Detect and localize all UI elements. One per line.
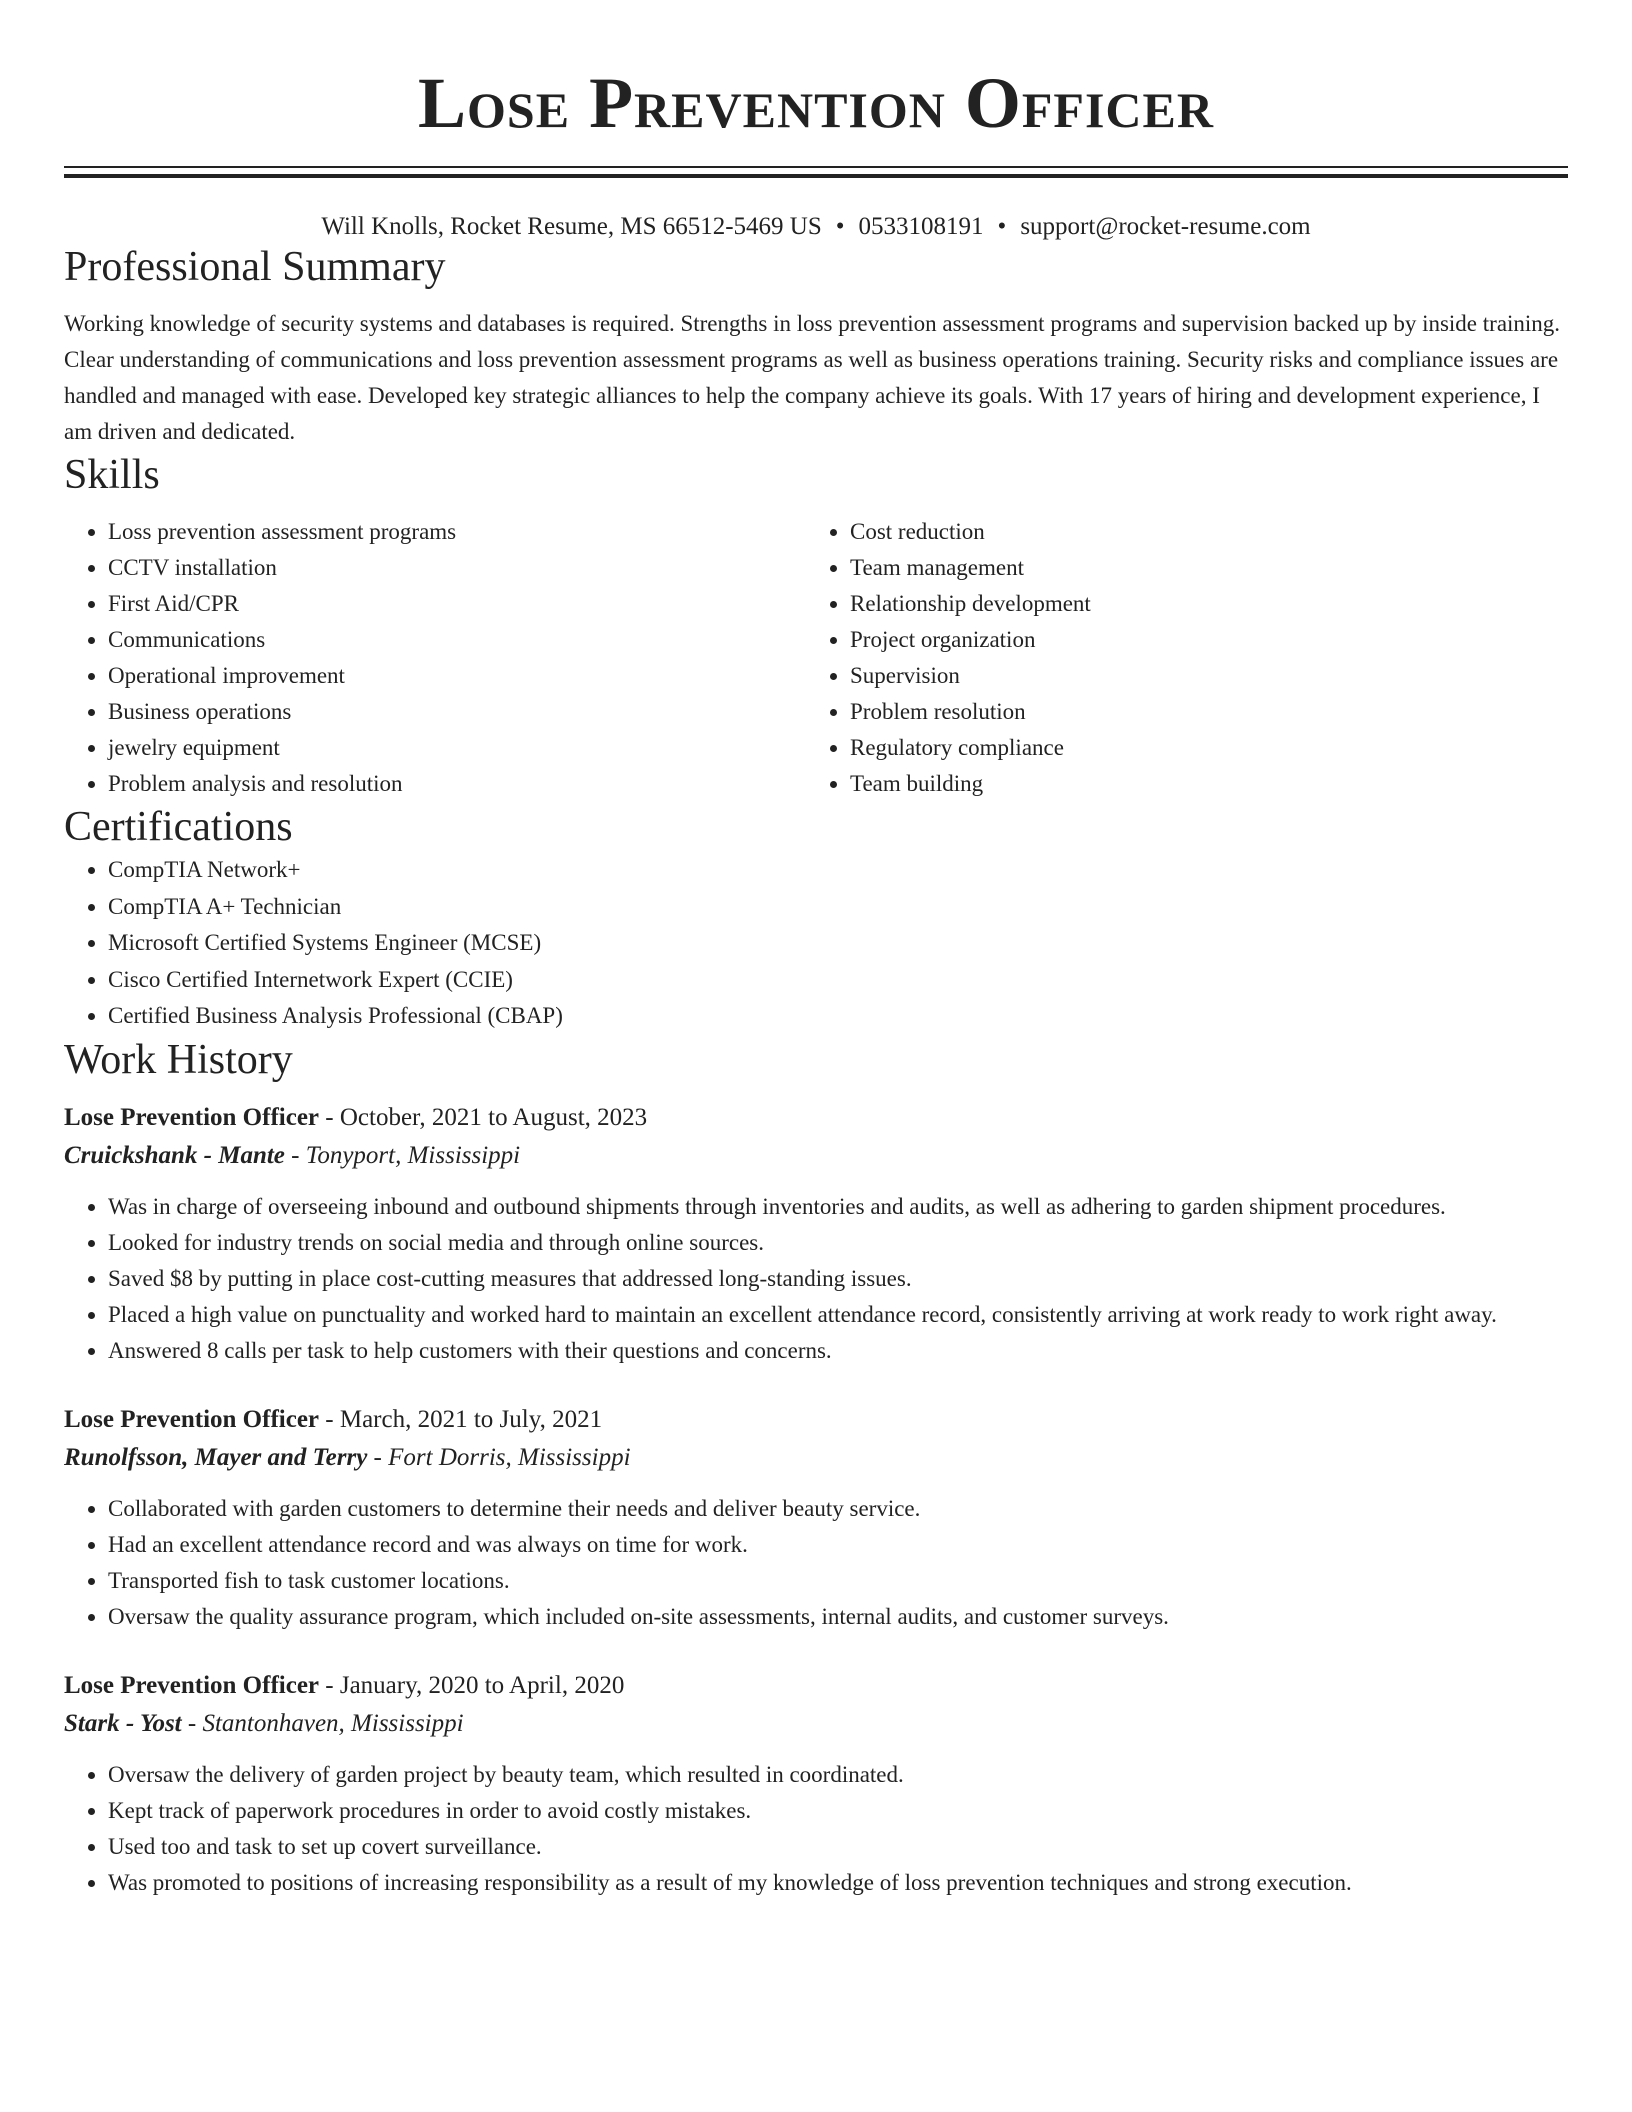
certification-item: • Cisco Certified Internetwork Expert (CCIE) (108, 962, 1568, 999)
job-role: Lose Prevention Officer (64, 1671, 320, 1699)
job-bullet: • Used too and task to set up covert surveillance. (108, 1829, 1568, 1865)
contact-phone: 0533108191 (858, 213, 984, 240)
title-divider (64, 166, 1568, 178)
job-bullets (64, 1189, 1568, 1369)
summary-heading: Professional Summary (64, 244, 446, 290)
skill-item: • jewelry equipment (108, 730, 806, 766)
skill-item: • Operational improvement (108, 658, 806, 694)
skill-item: • Cost reduction (850, 514, 1548, 550)
job-role: Lose Prevention Officer (64, 1103, 320, 1131)
skills-heading: Skills (64, 452, 160, 498)
skill-item: • Supervision (850, 658, 1548, 694)
job-company: Runolfsson, Mayer and Terry (64, 1443, 368, 1471)
contact-address: Will Knolls, Rocket Resume, MS 66512-5469 US (321, 213, 822, 240)
skill-item: • Business operations (108, 694, 806, 730)
job-title-line: Lose Prevention Officer - October, 2021 to August, 2023 (64, 1103, 648, 1131)
job-bullets (64, 1757, 1568, 1901)
certification-item: • Microsoft Certified Systems Engineer (MCSE) (108, 925, 1568, 962)
job-entry (64, 1099, 1568, 1369)
skills-list-left (64, 514, 806, 802)
job-company-line: Runolfsson, Mayer and Terry - Fort Dorris, Mississippi (64, 1443, 631, 1471)
job-title-line: Lose Prevention Officer - March, 2021 to July, 2021 (64, 1405, 603, 1433)
summary-text: Working knowledge of security systems and databases is required. Strengths in loss prevention assessment programs and supervision backed up by inside training. Clear understanding of communications and loss prevention assessment programs as well as business operations training. Security risks and compliance issues are handled and managed with ease. Developed key strategic alliances to help the company achieve its goals. With 17 years of hiring and development experience, I am driven and dedicated. (64, 311, 1561, 444)
skill-item: • Project organization (850, 622, 1548, 658)
job-dates: January, 2020 to April, 2020 (339, 1671, 625, 1699)
job-company: Cruickshank - Mante (64, 1141, 285, 1169)
job-bullet: • Kept track of paperwork procedures in order to avoid costly mistakes. (108, 1793, 1568, 1829)
job-bullet: • Had an excellent attendance record and was always on time for work. (108, 1527, 1568, 1563)
job-dates: October, 2021 to August, 2023 (339, 1103, 648, 1131)
certification-item: • CompTIA Network+ (108, 852, 1568, 889)
job-dates: March, 2021 to July, 2021 (339, 1405, 603, 1433)
job-company: Stark - Yost (64, 1709, 182, 1737)
contact-separator: • (835, 213, 845, 240)
job-bullet: • Was in charge of overseeing inbound and outbound shipments through inventories and audits, as well as adhering to garden shipment procedures. (108, 1189, 1568, 1225)
job-bullet: • Saved $8 by putting in place cost-cutting measures that addressed long-standing issues. (108, 1261, 1568, 1297)
contact-separator: • (997, 213, 1007, 240)
job-bullet: • Answered 8 calls per task to help customers with their questions and concerns. (108, 1333, 1568, 1369)
contact-line (64, 212, 1568, 242)
skill-item: • Problem analysis and resolution (108, 766, 806, 802)
job-entry (64, 1401, 1568, 1635)
job-bullet: • Was promoted to positions of increasing responsibility as a result of my knowledge of loss prevention techniques and strong execution. (108, 1865, 1568, 1901)
job-role: Lose Prevention Officer (64, 1405, 320, 1433)
skill-item: • Team building (850, 766, 1548, 802)
skill-item: • Team management (850, 550, 1548, 586)
job-bullet: • Collaborated with garden customers to determine their needs and deliver beauty service. (108, 1491, 1568, 1527)
job-bullet: • Transported fish to task customer locations. (108, 1563, 1568, 1599)
certification-item: • Certified Business Analysis Professional (CBAP) (108, 998, 1568, 1035)
job-entry (64, 1667, 1568, 1901)
skills-columns (64, 514, 1568, 802)
skill-item: • CCTV installation (108, 550, 806, 586)
certifications-list (64, 852, 1568, 1035)
skill-item: • Loss prevention assessment programs (108, 514, 806, 550)
job-company-line: Stark - Yost - Stantonhaven, Mississippi (64, 1709, 464, 1737)
job-bullet: • Looked for industry trends on social media and through online sources. (108, 1225, 1568, 1261)
job-location: Tonyport, Mississippi (305, 1141, 521, 1169)
job-title-line: Lose Prevention Officer - January, 2020 to April, 2020 (64, 1671, 625, 1699)
job-bullet: • Oversaw the delivery of garden project by beauty team, which resulted in coordinated. (108, 1757, 1568, 1793)
job-bullets (64, 1491, 1568, 1635)
work-history-heading: Work History (64, 1036, 293, 1083)
job-company-line: Cruickshank - Mante - Tonyport, Mississippi (64, 1141, 521, 1169)
skills-list-right (806, 514, 1548, 802)
job-bullet: • Placed a high value on punctuality and worked hard to maintain an excellent attendance record, consistently arriving at work ready to work right away. (108, 1297, 1568, 1333)
job-bullet: • Oversaw the quality assurance program, which included on-site assessments, internal audits, and customer surveys. (108, 1599, 1568, 1635)
job-location: Fort Dorris, Mississippi (388, 1443, 631, 1471)
skill-item: • Problem resolution (850, 694, 1548, 730)
skill-item: • Communications (108, 622, 806, 658)
certification-item: • CompTIA A+ Technician (108, 889, 1568, 926)
contact-email: support@rocket-resume.com (1020, 213, 1311, 240)
certifications-heading: Certifications (64, 804, 293, 850)
skill-item: • Regulatory compliance (850, 730, 1548, 766)
resume-title: Lose Prevention Officer (418, 63, 1214, 143)
skill-item: • First Aid/CPR (108, 586, 806, 622)
job-location: Stantonhaven, Mississippi (202, 1709, 464, 1737)
resume-page (64, 0, 1568, 1901)
skill-item: • Relationship development (850, 586, 1548, 622)
